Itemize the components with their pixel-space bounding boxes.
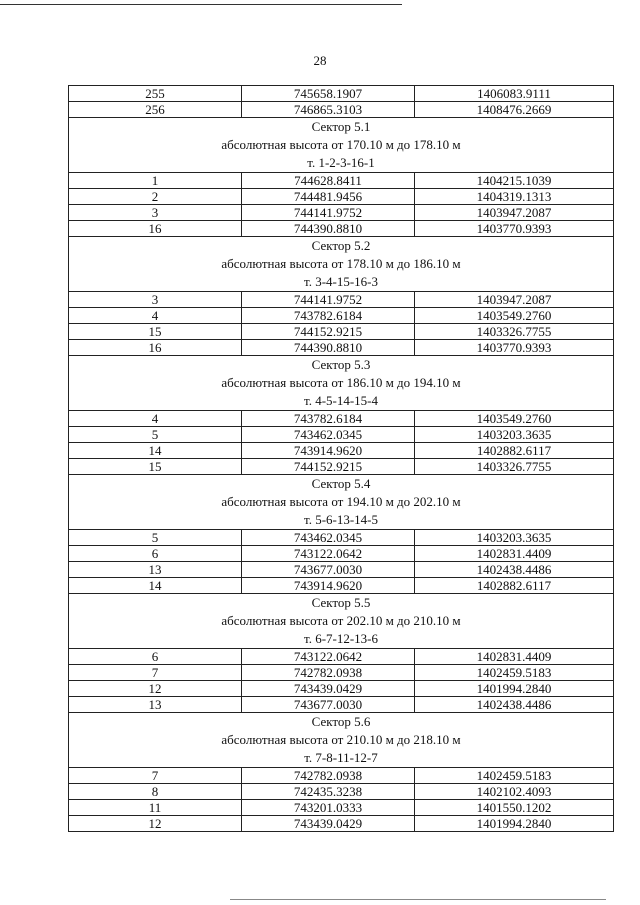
table-row xyxy=(69,784,614,800)
x-coordinate-cell: 742782.0938 xyxy=(242,768,415,784)
point-number-cell: 3 xyxy=(69,205,242,221)
point-number-cell: 7 xyxy=(69,665,242,681)
y-coordinate-cell: 1402438.4486 xyxy=(415,562,614,578)
point-number-cell: 7 xyxy=(69,768,242,784)
sector-header-row xyxy=(69,475,614,530)
y-coordinate-cell: 1404319.1313 xyxy=(415,189,614,205)
point-number-cell: 6 xyxy=(69,546,242,562)
x-coordinate-cell: 742782.0938 xyxy=(242,665,415,681)
table-row xyxy=(69,205,614,221)
table-row xyxy=(69,649,614,665)
point-number-cell: 4 xyxy=(69,308,242,324)
point-number-cell: 16 xyxy=(69,340,242,356)
x-coordinate-cell: 744141.9752 xyxy=(242,205,415,221)
x-coordinate-cell: 744390.8810 xyxy=(242,221,415,237)
y-coordinate-cell: 1408476.2669 xyxy=(415,102,614,118)
table-row xyxy=(69,189,614,205)
table-row xyxy=(69,546,614,562)
point-number-cell: 3 xyxy=(69,292,242,308)
y-coordinate-cell: 1402102.4093 xyxy=(415,784,614,800)
x-coordinate-cell: 744152.9215 xyxy=(242,324,415,340)
coordinates-table xyxy=(68,85,614,832)
sector-altitude: абсолютная высота от 210.10 м до 218.10 м xyxy=(221,732,461,747)
x-coordinate-cell: 745658.1907 xyxy=(242,86,415,102)
sector-altitude: абсолютная высота от 194.10 м до 202.10 м xyxy=(221,494,461,509)
point-number-cell: 2 xyxy=(69,189,242,205)
x-coordinate-cell: 742435.3238 xyxy=(242,784,415,800)
y-coordinate-cell: 1402438.4486 xyxy=(415,697,614,713)
point-number-cell: 13 xyxy=(69,697,242,713)
table-row xyxy=(69,562,614,578)
top-rule xyxy=(0,4,402,5)
sector-title: Сектор 5.1 xyxy=(311,119,371,134)
table-row xyxy=(69,173,614,189)
y-coordinate-cell: 1402459.5183 xyxy=(415,768,614,784)
point-number-cell: 6 xyxy=(69,649,242,665)
point-number-cell: 11 xyxy=(69,800,242,816)
sector-title: Сектор 5.2 xyxy=(311,238,371,253)
coordinates-table-body xyxy=(69,86,614,832)
x-coordinate-cell: 743122.0642 xyxy=(242,546,415,562)
y-coordinate-cell: 1403326.7755 xyxy=(415,324,614,340)
sector-points: т. 6-7-12-13-6 xyxy=(303,631,379,646)
x-coordinate-cell: 743462.0345 xyxy=(242,427,415,443)
x-coordinate-cell: 743201.0333 xyxy=(242,800,415,816)
sector-altitude: абсолютная высота от 170.10 м до 178.10 м xyxy=(221,137,461,152)
y-coordinate-cell: 1403326.7755 xyxy=(415,459,614,475)
table-row xyxy=(69,800,614,816)
y-coordinate-cell: 1403203.3635 xyxy=(415,427,614,443)
table-row xyxy=(69,768,614,784)
table-row xyxy=(69,697,614,713)
x-coordinate-cell: 744628.8411 xyxy=(242,173,415,189)
page-number: 28 xyxy=(313,53,327,68)
table-row xyxy=(69,530,614,546)
point-number-cell: 14 xyxy=(69,443,242,459)
y-coordinate-cell: 1403549.2760 xyxy=(415,411,614,427)
table-row xyxy=(69,292,614,308)
table-row xyxy=(69,443,614,459)
x-coordinate-cell: 743677.0030 xyxy=(242,562,415,578)
table-row xyxy=(69,459,614,475)
point-number-cell: 256 xyxy=(69,102,242,118)
sector-altitude: абсолютная высота от 178.10 м до 186.10 м xyxy=(221,256,461,271)
y-coordinate-cell: 1404215.1039 xyxy=(415,173,614,189)
sector-points: т. 3-4-15-16-3 xyxy=(303,274,379,289)
sector-points: т. 5-6-13-14-5 xyxy=(303,512,379,527)
sector-header xyxy=(69,594,614,649)
y-coordinate-cell: 1403203.3635 xyxy=(415,530,614,546)
table-row xyxy=(69,816,614,832)
sector-header-row xyxy=(69,713,614,768)
y-coordinate-cell: 1402882.6117 xyxy=(415,443,614,459)
y-coordinate-cell: 1401994.2840 xyxy=(415,816,614,832)
sector-header-row xyxy=(69,118,614,173)
table-row xyxy=(69,681,614,697)
point-number-cell: 13 xyxy=(69,562,242,578)
table-row xyxy=(69,324,614,340)
sector-header xyxy=(69,118,614,173)
point-number-cell: 15 xyxy=(69,324,242,340)
x-coordinate-cell: 744481.9456 xyxy=(242,189,415,205)
table-row xyxy=(69,340,614,356)
table-row xyxy=(69,665,614,681)
x-coordinate-cell: 744152.9215 xyxy=(242,459,415,475)
table-row xyxy=(69,86,614,102)
sector-title: Сектор 5.5 xyxy=(311,595,371,610)
table-row xyxy=(69,411,614,427)
x-coordinate-cell: 746865.3103 xyxy=(242,102,415,118)
x-coordinate-cell: 744390.8810 xyxy=(242,340,415,356)
y-coordinate-cell: 1403770.9393 xyxy=(415,340,614,356)
bottom-rule xyxy=(230,899,606,900)
y-coordinate-cell: 1402459.5183 xyxy=(415,665,614,681)
x-coordinate-cell: 743677.0030 xyxy=(242,697,415,713)
table-row xyxy=(69,578,614,594)
x-coordinate-cell: 743439.0429 xyxy=(242,681,415,697)
y-coordinate-cell: 1403947.2087 xyxy=(415,205,614,221)
point-number-cell: 1 xyxy=(69,173,242,189)
sector-header xyxy=(69,237,614,292)
y-coordinate-cell: 1402831.4409 xyxy=(415,649,614,665)
y-coordinate-cell: 1401550.1202 xyxy=(415,800,614,816)
table-row xyxy=(69,102,614,118)
sector-title: Сектор 5.3 xyxy=(311,357,371,372)
point-number-cell: 14 xyxy=(69,578,242,594)
y-coordinate-cell: 1402882.6117 xyxy=(415,578,614,594)
sector-header xyxy=(69,475,614,530)
point-number-cell: 255 xyxy=(69,86,242,102)
sector-points: т. 1-2-3-16-1 xyxy=(307,155,375,170)
sector-header-row xyxy=(69,237,614,292)
x-coordinate-cell: 743782.6184 xyxy=(242,308,415,324)
point-number-cell: 15 xyxy=(69,459,242,475)
sector-altitude: абсолютная высота от 186.10 м до 194.10 м xyxy=(221,375,461,390)
sector-header xyxy=(69,356,614,411)
sector-header-row xyxy=(69,356,614,411)
x-coordinate-cell: 743439.0429 xyxy=(242,816,415,832)
table-row xyxy=(69,221,614,237)
sector-title: Сектор 5.6 xyxy=(311,714,371,729)
sector-header xyxy=(69,713,614,768)
sector-altitude: абсолютная высота от 202.10 м до 210.10 м xyxy=(221,613,461,628)
x-coordinate-cell: 743462.0345 xyxy=(242,530,415,546)
x-coordinate-cell: 743914.9620 xyxy=(242,578,415,594)
table-row xyxy=(69,427,614,443)
point-number-cell: 5 xyxy=(69,530,242,546)
y-coordinate-cell: 1403770.9393 xyxy=(415,221,614,237)
y-coordinate-cell: 1406083.9111 xyxy=(415,86,614,102)
table-row xyxy=(69,308,614,324)
x-coordinate-cell: 743914.9620 xyxy=(242,443,415,459)
point-number-cell: 5 xyxy=(69,427,242,443)
point-number-cell: 8 xyxy=(69,784,242,800)
x-coordinate-cell: 744141.9752 xyxy=(242,292,415,308)
point-number-cell: 12 xyxy=(69,681,242,697)
x-coordinate-cell: 743782.6184 xyxy=(242,411,415,427)
point-number-cell: 12 xyxy=(69,816,242,832)
y-coordinate-cell: 1402831.4409 xyxy=(415,546,614,562)
sector-points: т. 4-5-14-15-4 xyxy=(303,393,379,408)
point-number-cell: 4 xyxy=(69,411,242,427)
y-coordinate-cell: 1403549.2760 xyxy=(415,308,614,324)
point-number-cell: 16 xyxy=(69,221,242,237)
x-coordinate-cell: 743122.0642 xyxy=(242,649,415,665)
sector-points: т. 7-8-11-12-7 xyxy=(304,750,378,765)
sector-header-row xyxy=(69,594,614,649)
y-coordinate-cell: 1403947.2087 xyxy=(415,292,614,308)
sector-title: Сектор 5.4 xyxy=(311,476,371,491)
y-coordinate-cell: 1401994.2840 xyxy=(415,681,614,697)
